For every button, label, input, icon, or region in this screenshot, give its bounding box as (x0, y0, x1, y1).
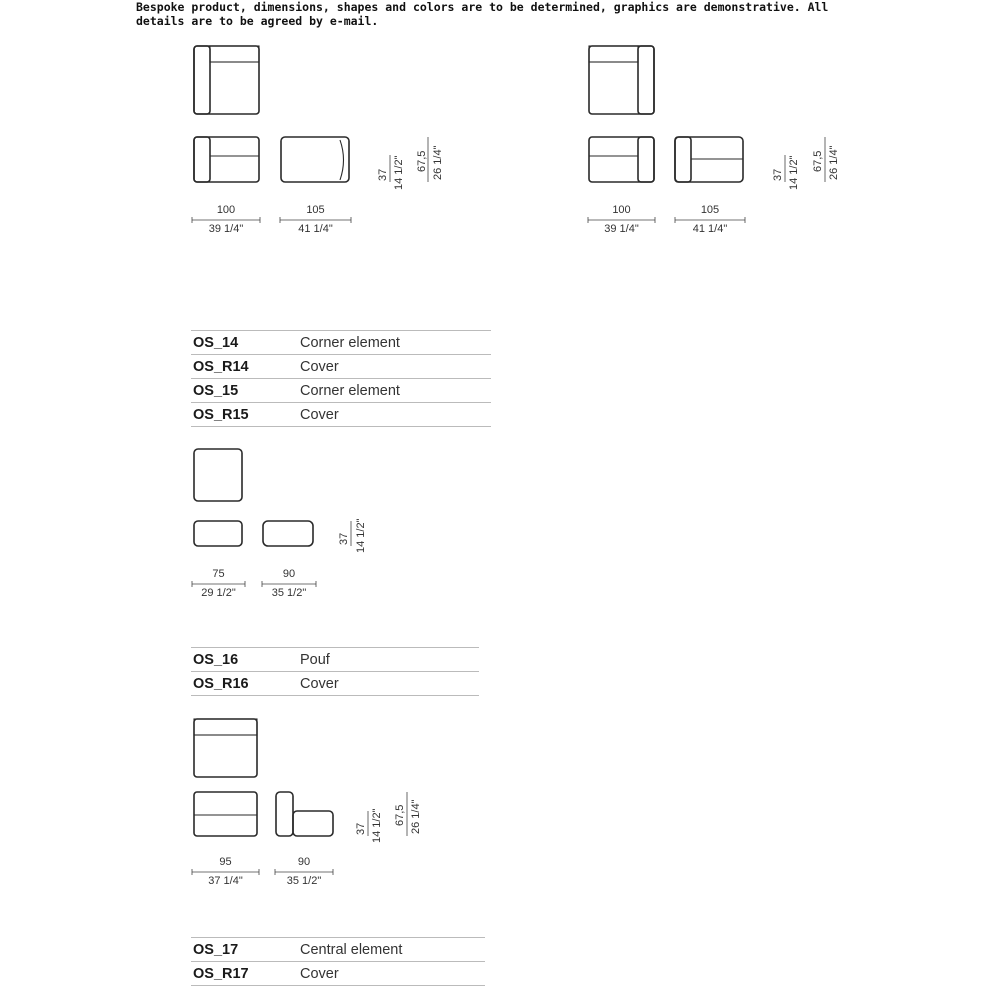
width-inch-label-os15-side: 41 1/4" (692, 223, 728, 235)
product-description: Central element (300, 938, 485, 962)
width-label-os14: 100 (216, 204, 236, 216)
product-description: Cover (300, 962, 485, 986)
width-inch-label-os17-side: 35 1/2" (286, 875, 322, 887)
product-code: OS_R17 (191, 962, 300, 986)
table-row (191, 355, 491, 379)
table-row (191, 672, 479, 696)
height-inch-label-pouf: 14 1/2" (355, 518, 367, 553)
product-code: OS_R16 (191, 672, 300, 696)
product-description: Corner element (300, 331, 491, 355)
height-seat-label-left: 37 (377, 168, 389, 181)
product-code: OS_14 (191, 331, 300, 355)
height-back-inch-label-right: 26 1/4" (828, 145, 840, 180)
height-seat-inch-label-central: 14 1/2" (371, 808, 383, 843)
width-label-os16-side: 90 (282, 568, 296, 580)
height-seat-label-central: 37 (355, 822, 367, 835)
height-seat-inch-label-left: 14 1/2" (393, 155, 405, 190)
height-label-pouf: 37 (338, 532, 350, 545)
width-inch-label-os14: 39 1/4" (208, 223, 244, 235)
height-back-label-central: 67,5 (394, 804, 406, 826)
width-inch-label-os16-side: 35 1/2" (271, 587, 307, 599)
height-back-label-left: 67,5 (416, 150, 428, 172)
height-seat-inch-label-right: 14 1/2" (788, 155, 800, 190)
product-description: Cover (300, 355, 491, 379)
product-codes-table-3 (191, 937, 485, 986)
table-row (191, 648, 479, 672)
product-code: OS_R14 (191, 355, 300, 379)
height-seat-label-right: 37 (772, 168, 784, 181)
width-label-os15-side: 105 (700, 204, 720, 216)
table-row (191, 938, 485, 962)
dimension-lines (192, 137, 825, 875)
width-label-os16: 75 (212, 568, 225, 580)
width-label-os17-side: 90 (297, 856, 311, 868)
corner-element-right-drawing (589, 46, 743, 182)
table-row (191, 331, 491, 355)
corner-element-left-drawing (194, 46, 349, 182)
width-inch-label-os15: 39 1/4" (604, 223, 639, 235)
width-inch-label-os17: 37 1/4" (208, 875, 243, 887)
product-description: Cover (300, 672, 479, 696)
width-inch-label-os14-side: 41 1/4" (298, 223, 333, 235)
product-code: OS_17 (191, 938, 300, 962)
width-label-os15: 100 (612, 204, 631, 216)
table-row (191, 379, 491, 403)
central-element-drawing (194, 719, 333, 836)
height-back-inch-label-left: 26 1/4" (432, 145, 444, 180)
product-description: Corner element (300, 379, 491, 403)
product-description: Cover (300, 403, 491, 427)
table-row (191, 403, 491, 427)
product-codes-table-2 (191, 647, 479, 696)
height-back-inch-label-central: 26 1/4" (410, 799, 422, 834)
product-code: OS_16 (191, 648, 300, 672)
width-label-os17: 95 (219, 856, 232, 868)
product-code: OS_15 (191, 379, 300, 403)
product-description: Pouf (300, 648, 479, 672)
height-back-label-right: 67,5 (812, 150, 824, 172)
pouf-drawing (194, 449, 313, 546)
width-inch-label-os16: 29 1/2" (201, 587, 236, 599)
disclaimer-notice: Bespoke product, dimensions, shapes and colors are to be determined, graphics are demonstrative. All details are to be agreed by e-mail. (136, 0, 829, 28)
product-codes-table-1 (191, 330, 491, 427)
width-label-os14-side: 105 (306, 204, 325, 216)
product-code: OS_R15 (191, 403, 300, 427)
table-row (191, 962, 485, 986)
